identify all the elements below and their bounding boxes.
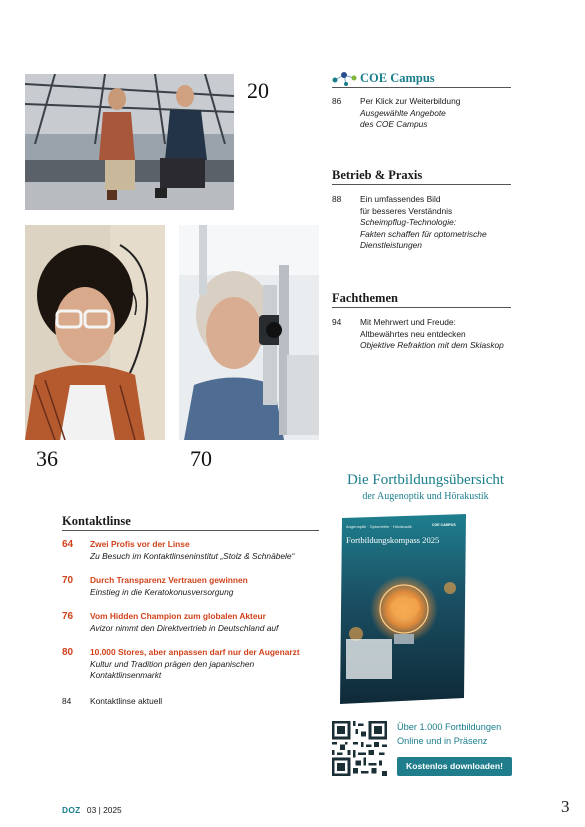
brochure-title: Fortbildungskompass 2025 [346,535,440,545]
toc-headline: Per Klick zur Weiterbildung [360,96,461,106]
coe-campus-logo [332,70,360,88]
toc-subline: Dienstleistungen [360,240,422,251]
ad-text-line-2: Online und in Präsenz [397,736,488,746]
toc-headline: Zwei Profis vor der Linse [90,539,190,549]
toc-headline: Ein umfassendes Bild [360,194,441,204]
issue-number: 03 | 2025 [86,805,122,815]
toc-page-number: 80 [62,647,74,658]
qr-code[interactable] [332,721,387,776]
toc-subline: Kultur und Tradition prägen den japanischen [90,658,255,669]
footer [62,805,122,815]
toc-subline: Scheimpflug-Technologie: [360,217,457,228]
photo-two-men [25,74,234,210]
page-ref-70: 70 [190,446,212,471]
toc-entry-88[interactable] [332,194,522,254]
magazine-brand: DOZ [62,805,81,815]
toc-page-number: 94 [332,317,342,327]
toc-subline: Avizor nimmt den Direktvertrieb in Deutschland auf [90,622,279,633]
toc-headline: Kontaktlinse aktuell [90,696,163,706]
toc-headline: für besseres Verständnis [360,205,453,216]
toc-headline: Durch Transparenz Vertrauen gewinnen [90,575,248,585]
toc-subline: Zu Besuch im Kontaktlinseninstitut „Stolz & Schnäbele“ [90,550,295,561]
toc-headline: 10.000 Stores, aber anpassen darf nur der Augenarzt [90,647,300,657]
toc-entry-86[interactable] [332,96,522,132]
toc-subline: Einstieg in die Keratokonusversorgung [90,586,234,597]
download-button[interactable]: Kostenlos downloaden! [397,757,512,776]
divider [62,530,319,531]
ad-headline: Die Fortbildungsübersicht [346,472,505,488]
toc-entry-64[interactable] [62,539,322,562]
ad-text-line-1: Über 1.000 Fortbildungen [397,722,502,732]
toc-subline: Objektive Refraktion mit dem Skiaskop [360,340,504,351]
brochure-logo: COE CAMPUS [432,523,456,527]
ad-brochure[interactable] [338,514,468,704]
toc-page-number: 64 [62,539,74,550]
toc-headline: Vom Hidden Champion zum globalen Akteur [90,611,266,621]
toc-subline: Kontaktlinsenmarkt [90,670,162,681]
page-ref-36: 36 [36,446,58,471]
toc-page-number: 86 [332,96,342,106]
page-number: 3 [561,797,570,816]
toc-subline: Ausgewählte Angebote [360,107,446,118]
toc-page-number: 76 [62,611,74,622]
toc-headline: Mit Mehrwert und Freude: [360,317,456,327]
qr-code-icon [332,721,387,776]
toc-subline: Fakten schaffen für optometrische [360,228,487,239]
toc-entry-76[interactable] [62,611,322,634]
toc-entry-80[interactable] [62,647,322,682]
toc-entry-70[interactable] [62,575,322,598]
toc-entry-94[interactable] [332,317,522,353]
section-title-betrieb-praxis: Betrieb & Praxis [332,168,423,182]
page-ref-20: 20 [247,78,269,103]
brochure-top-line: Augenoptik · Optometrie · Hörakustik [346,524,412,529]
section-title-fachthemen: Fachthemen [332,291,398,305]
toc-entry-84[interactable] [62,696,322,708]
section-title-coe-campus: COE Campus [360,71,435,85]
toc-page-number: 88 [332,194,342,204]
toc-headline: Altbewährtes neu entdecken [360,328,466,339]
divider [332,184,511,185]
section-title-kontaktlinse: Kontaktlinse [62,514,131,528]
divider [332,87,511,88]
photo-man-glasses [25,225,165,440]
toc-subline: des COE Campus [360,119,428,130]
ad-subline: der Augenoptik und Hörakustik [362,491,489,502]
toc-page-number: 70 [62,575,74,586]
photo-woman-eye-exam [179,225,319,440]
divider [332,307,511,308]
toc-page-number: 84 [62,696,72,706]
